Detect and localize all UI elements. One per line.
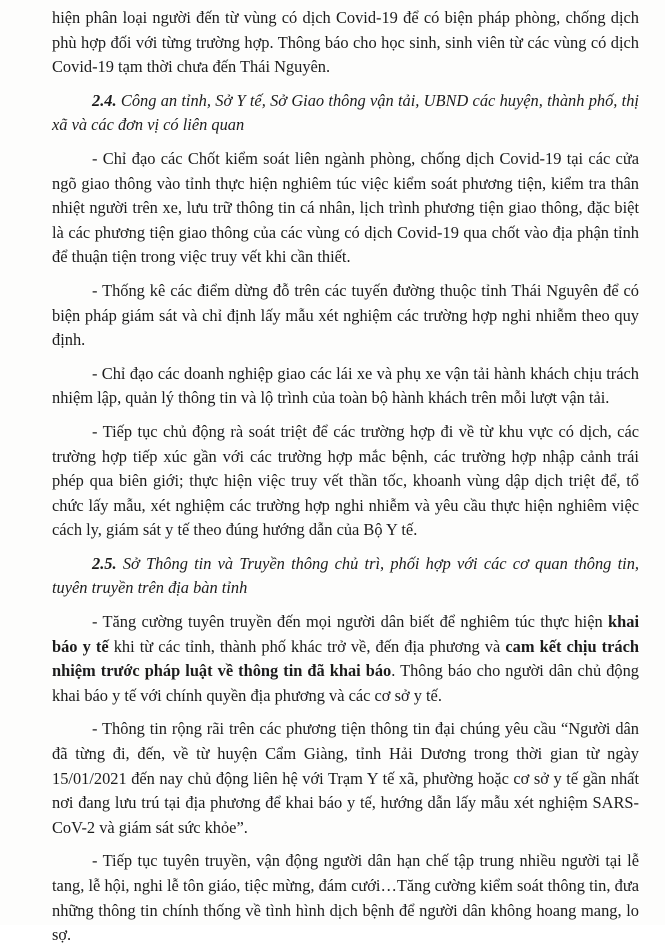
item-1-bold-health-declaration: khai báo y tế — [52, 612, 639, 656]
section-2-4-title: Công an tỉnh, Sở Y tế, Sở Giao thông vận tải, UBND các huyện, thành phố, thị xã và các đơn vị có liên quan — [52, 90, 639, 135]
section-2-5-heading — [52, 552, 639, 601]
item-1-text-a: - Tăng cường tuyên truyền đến mọi người dân biết để nghiêm túc thực hiện — [92, 612, 609, 632]
section-2-4-heading — [52, 89, 639, 138]
section-2-5-item-2: - Thông tin rộng rãi trên các phương tiện thông tin đại chúng yêu cầu “Người dân đã từng đi, đến, về từ huyện Cẩm Giàng, tỉnh Hải Dương trong thời gian từ ngày 15/01/2021 đến nay chủ động liên hệ với Trạm Y tế xã, phường hoặc cơ sở y tế gần nhất nơi đang lưu trú tại địa phương để khai báo y tế, hướng dẫn lấy mẫu xét nghiệm SARS-CoV-2 và giám sát sức khỏe”. — [52, 719, 639, 837]
item-1-text-c: . Thông báo cho người dân chủ động khai báo y tế với chính quyền địa phương và các cơ sở y tế. — [52, 661, 639, 705]
section-2-5-number: 2.5. — [92, 553, 117, 573]
item-1-text-b: khi từ các tỉnh, thành phố khác trở về, đến địa phương và — [108, 636, 506, 656]
item-1-bold-commitment: cam kết chịu trách nhiệm trước pháp luật về thông tin đã khai báo — [52, 636, 639, 681]
section-2-4-item-2: - Thống kê các điểm dừng đỗ trên các tuyến đường thuộc tỉnh Thái Nguyên để có biện pháp giám sát và chỉ định lấy mẫu xét nghiệm các trường hợp nghi nhiễm theo quy định. — [52, 280, 639, 350]
section-2-4-item-3: - Chỉ đạo các doanh nghiệp giao các lái xe và phụ xe vận tải hành khách chịu trách nhiệm lập, quản lý thông tin và lộ trình của toàn bộ hành khách trên mỗi lượt vận tải. — [52, 363, 639, 408]
section-2-4-item-1: - Chỉ đạo các Chốt kiểm soát liên ngành phòng, chống dịch Covid-19 tại các cửa ngõ giao thông vào tỉnh thực hiện nghiêm túc việc kiểm soát phương tiện, kiểm tra thân nhiệt người trên xe, lưu trữ thông tin cá nhân, lịch trình phương tiện giao thông, đặc biệt là các phương tiện giao thông của các vùng có dịch Covid-19 qua chốt vào địa phận tỉnh để thuận tiện trong việc truy vết khi cần thiết. — [52, 148, 639, 267]
section-2-4-number: 2.4. — [92, 90, 117, 110]
section-2-4-item-4: - Tiếp tục chủ động rà soát triệt để các trường hợp đi về từ khu vực có dịch, các trường hợp tiếp xúc gần với các trường hợp mắc bệnh, các trường hợp nhập cảnh trái phép qua biên giới; thực hiện việc truy vết thần tốc, khoanh vùng dập dịch triệt để, tổ chức lấy mẫu, xét nghiệm các trường hợp nghi nhiễm và yêu cầu thực hiện nghiêm việc cách ly, giám sát y tế theo đúng hướng dẫn của Bộ Y tế. — [52, 421, 639, 540]
section-2-5-item-1 — [52, 610, 639, 708]
section-2-5-item-3: - Tiếp tục tuyên truyền, vận động người dân hạn chế tập trung nhiều người tại lễ tang, lễ hội, nghi lễ tôn giáo, tiệc mừng, đám cưới…Tăng cường kiểm soát thông tin, đưa những thông tin chính thống về tình hình dịch bệnh để người dân không hoang mang, lo sợ. — [52, 851, 639, 945]
intro-paragraph: hiện phân loại người đến từ vùng có dịch Covid-19 để có biện pháp phòng, chống dịch phù hợp đối với từng trường hợp. Thông báo cho học sinh, sinh viên từ các vùng có dịch Covid-19 tạm thời chưa đến Thái Nguyên. — [52, 8, 639, 77]
section-2-5-title: Sở Thông tin và Truyền thông chủ trì, phối hợp với các cơ quan thông tin, tuyên truyền trên địa bàn tỉnh — [52, 553, 639, 598]
